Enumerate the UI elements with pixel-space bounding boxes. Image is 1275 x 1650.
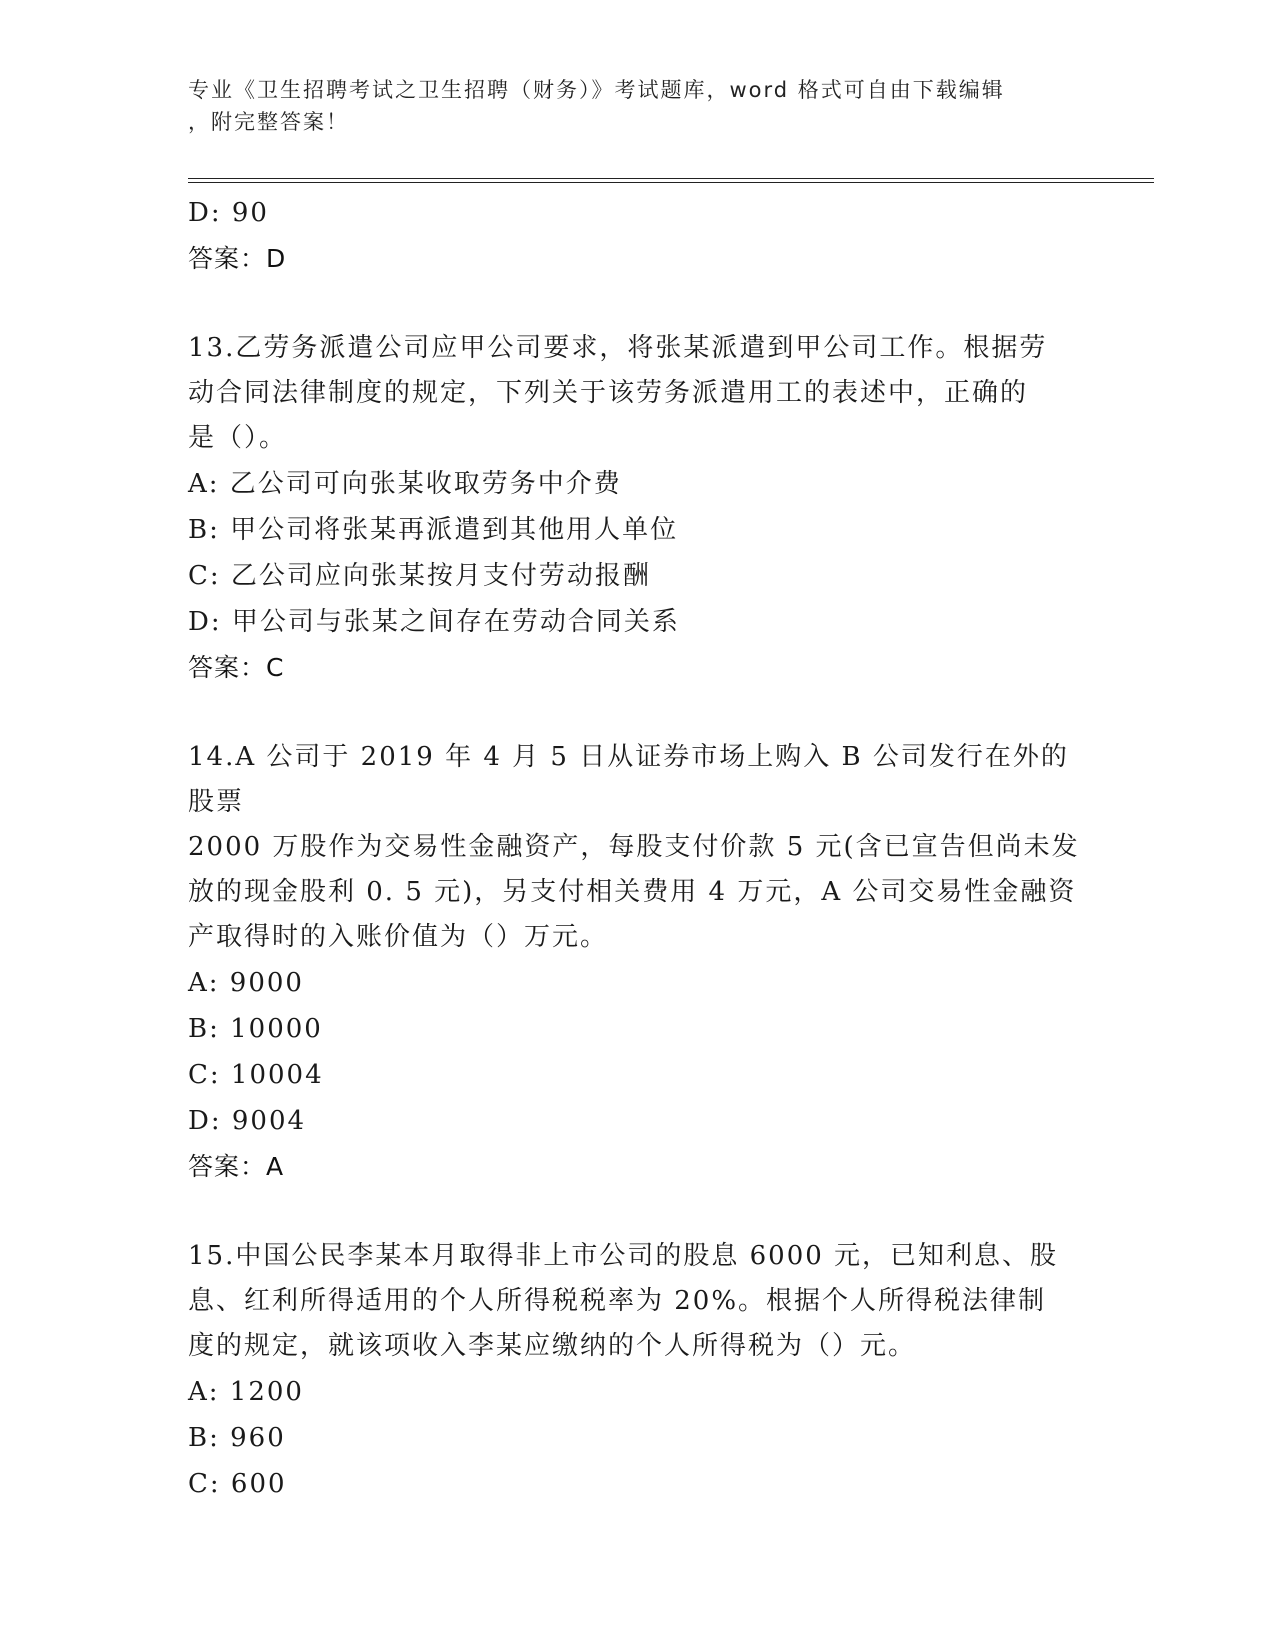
spacer — [188, 691, 1088, 735]
question-12 — [188, 190, 1088, 282]
q13-option-a: A: 乙公司可向张某收取劳务中介费 — [188, 469, 622, 499]
q14-answer: 答案：A — [188, 1152, 285, 1181]
q13-option-b: B: 甲公司将张某再派遣到其他用人单位 — [188, 515, 679, 545]
question-15 — [188, 1234, 1088, 1507]
q14-option-c: C: 10004 — [188, 1060, 324, 1090]
question-content — [188, 190, 1088, 1507]
q14-option-b: B: 10000 — [188, 1014, 323, 1044]
q13-stem-line-1: 13.乙劳务派遣公司应甲公司要求，将张某派遣到甲公司工作。根据劳 — [188, 333, 1048, 363]
document-header — [188, 74, 1078, 138]
q15-option-a: A: 1200 — [188, 1377, 304, 1407]
q14-option-a: A: 9000 — [188, 968, 304, 998]
q15-option-b: B: 960 — [188, 1423, 286, 1453]
header-divider-top — [188, 178, 1154, 179]
header-line-1: 专业《卫生招聘考试之卫生招聘（财务）》考试题库，word 格式可自由下载编辑 — [188, 78, 1005, 102]
q13-answer: 答案：C — [188, 653, 285, 682]
q13-stem-line-2: 动合同法律制度的规定，下列关于该劳务派遣用工的表述中，正确的 — [188, 378, 1029, 408]
q14-stem-line-1: 14.A 公司于 2019 年 4 月 5 日从证券市场上购入 B 公司发行在外的股票 — [188, 742, 1069, 817]
q15-stem-line-3: 度的规定，就该项收入李某应缴纳的个人所得税为（）元。 — [188, 1331, 917, 1361]
q15-stem-line-1: 15.中国公民李某本月取得非上市公司的股息 6000 元，已知利息、股 — [188, 1241, 1059, 1271]
spacer — [188, 1190, 1088, 1234]
header-divider-bottom — [188, 182, 1154, 183]
question-13 — [188, 326, 1088, 691]
q12-option-d: D: 90 — [188, 198, 269, 228]
q13-option-c: C: 乙公司应向张某按月支付劳动报酬 — [188, 561, 651, 591]
q15-stem-line-2: 息、红利所得适用的个人所得税税率为 20%。根据个人所得税法律制 — [188, 1286, 1047, 1316]
q13-stem-line-3: 是（）。 — [188, 423, 288, 453]
q12-answer: 答案：D — [188, 244, 287, 273]
question-14 — [188, 735, 1088, 1190]
q14-stem-line-2: 2000 万股作为交易性金融资产，每股支付价款 5 元(含已宣告但尚未发 — [188, 832, 1080, 862]
q13-option-d: D: 甲公司与张某之间存在劳动合同关系 — [188, 607, 680, 637]
header-line-2: ，附完整答案！ — [188, 110, 349, 134]
q15-option-c: C: 600 — [188, 1469, 287, 1499]
spacer — [188, 282, 1088, 326]
q14-stem-line-4: 产取得时的入账价值为（）万元。 — [188, 922, 609, 952]
q14-stem-line-3: 放的现金股利 0. 5 元)，另支付相关费用 4 万元，A 公司交易性金融资 — [188, 877, 1077, 907]
q14-option-d: D: 9004 — [188, 1106, 307, 1136]
